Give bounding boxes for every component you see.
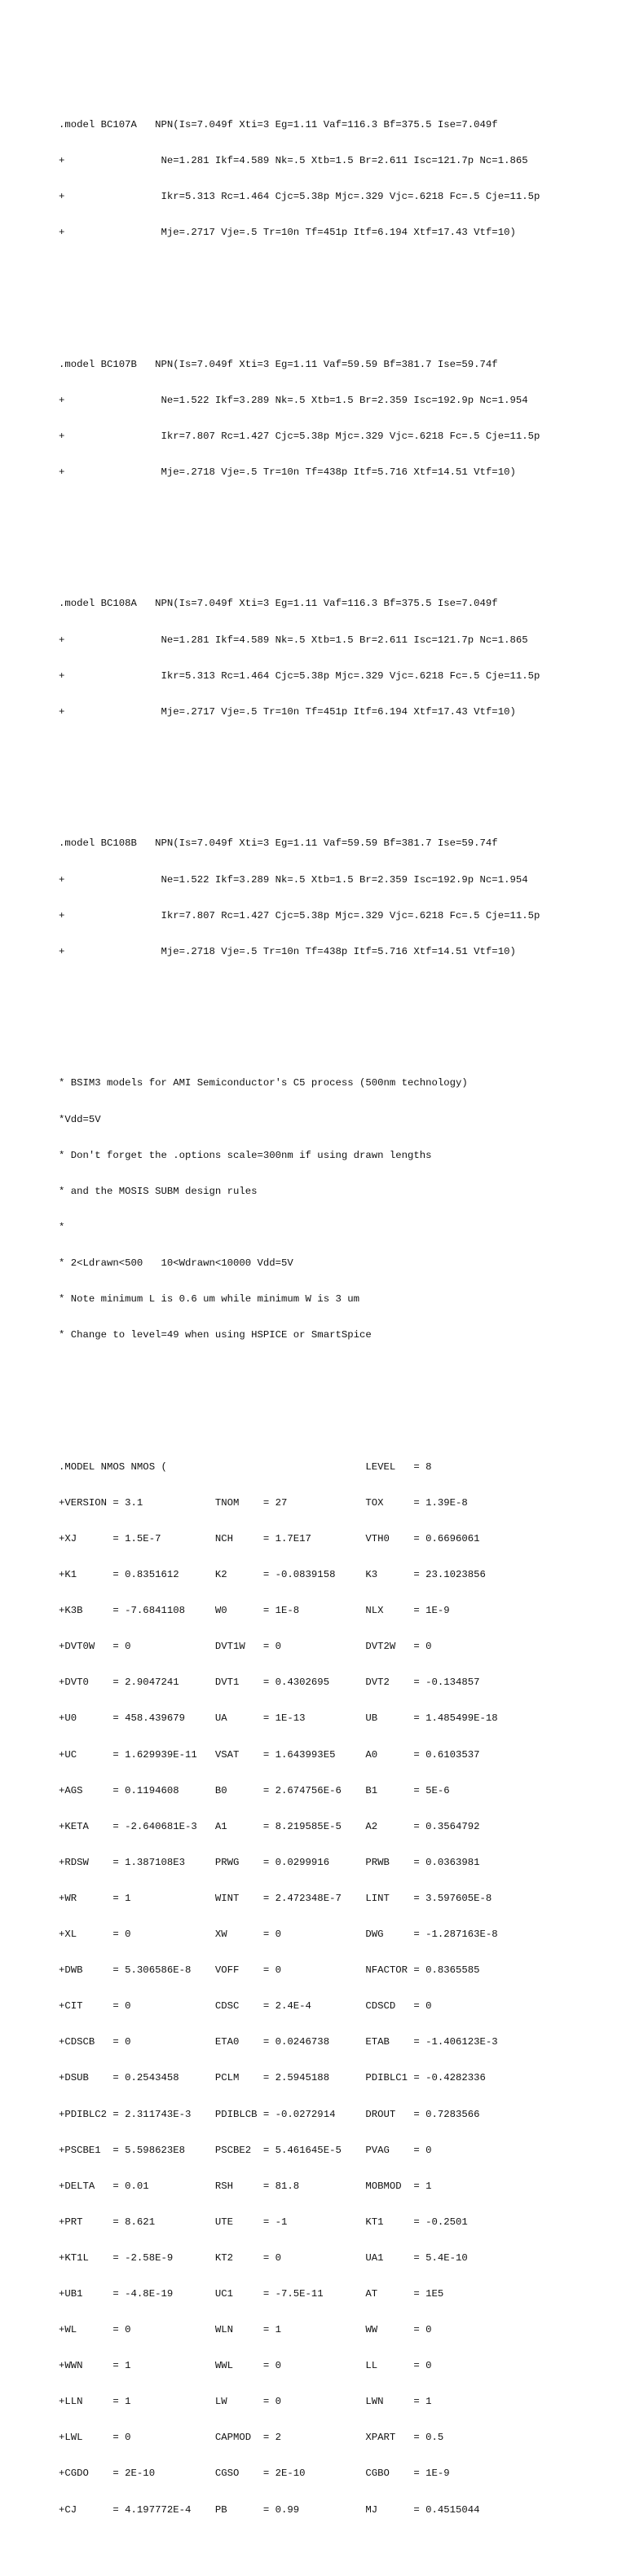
nmos-header-line: .MODEL NMOS NMOS ( LEVEL = 8 (59, 1460, 432, 1473)
model-line: .model BC107A NPN(Is=7.049f Xti=3 Eg=1.11 Vaf=116.3 Bf=375.5 Ise=7.049f (59, 118, 498, 130)
param-line: +U0 = 458.439679 UA = 1E-13 UB = 1.485499E-18 (59, 1712, 498, 1725)
param-line: +DVT0 = 2.9047241 DVT1 = 0.4302695 DVT2 = -0.134857 (59, 1677, 480, 1689)
param-line: +XJ = 1.5E-7 NCH = 1.7E17 VTH0 = 0.6696061 (59, 1533, 480, 1544)
param-line: +DELTA = 0.01 RSH = 81.8 MOBMOD = 1 (59, 2180, 432, 2192)
spice-listing (59, 59, 540, 2576)
param-line: +CDSCB = 0 ETA0 = 0.0246738 ETAB = -1.406123E-3 (59, 2036, 498, 2048)
model-line: + Mje=.2717 Vje=.5 Tr=10n Tf=451p Itf=6.194 Xtf=17.43 Vtf=10) (59, 226, 516, 238)
param-line: +UC = 1.629939E-11 VSAT = 1.643993E5 A0 = 0.6103537 (59, 1748, 480, 1761)
param-line: +K1 = 0.8351612 K2 = -0.0839158 K3 = 23.1023856 (59, 1569, 486, 1581)
comment-line: * (59, 1221, 65, 1233)
model-line: + Ne=1.522 Ikf=3.289 Nk=.5 Xtb=1.5 Br=2.359 Isc=192.9p Nc=1.954 (59, 394, 528, 406)
model-line: .model BC107B NPN(Is=7.049f Xti=3 Eg=1.11 Vaf=59.59 Bf=381.7 Ise=59.74f (59, 358, 498, 370)
comment-line: * and the MOSIS SUBM design rules (59, 1185, 258, 1197)
param-line: +CJ = 4.197772E-4 PB = 0.99 MJ = 0.4515044 (59, 2503, 480, 2516)
comment-line: *Vdd=5V (59, 1113, 101, 1125)
param-line: +WWN = 1 WWL = 0 LL = 0 (59, 2360, 432, 2372)
blank-line (59, 1390, 540, 1402)
model-block-bc107a (59, 95, 540, 263)
model-line: + Mje=.2718 Vje=.5 Tr=10n Tf=438p Itf=5.716 Xtf=14.51 Vtf=10) (59, 466, 516, 478)
model-line: + Mje=.2717 Vje=.5 Tr=10n Tf=451p Itf=6.194 Xtf=17.43 Vtf=10) (59, 705, 516, 718)
model-line: + Ne=1.522 Ikf=3.289 Nk=.5 Xtb=1.5 Br=2.359 Isc=192.9p Nc=1.954 (59, 873, 528, 886)
param-line: +DVT0W = 0 DVT1W = 0 DVT2W = 0 (59, 1641, 432, 1653)
comment-block (59, 1054, 540, 1365)
param-line: +DSUB = 0.2543458 PCLM = 2.5945188 PDIBLC1 = -0.4282336 (59, 2072, 486, 2084)
param-line: +KETA = -2.640681E-3 A1 = 8.219585E-5 A2 = 0.3564792 (59, 1820, 480, 1832)
blank-line (59, 766, 540, 778)
blank-line (59, 1005, 540, 1018)
param-line: +VERSION = 3.1 TNOM = 27 TOX = 1.39E-8 (59, 1496, 468, 1509)
model-block-bc107b (59, 334, 540, 502)
param-line: +CGDO = 2E-10 CGSO = 2E-10 CGBO = 1E-9 (59, 2468, 450, 2480)
model-line: + Ikr=5.313 Rc=1.464 Cjc=5.38p Mjc=.329 Vjc=.6218 Fc=.5 Cje=11.5p (59, 190, 540, 202)
nmos-model-block (59, 1437, 540, 2539)
param-line: +UB1 = -4.8E-19 UC1 = -7.5E-11 AT = 1E5 (59, 2287, 444, 2300)
comment-line: * Don't forget the .options scale=300nm if using drawn lengths (59, 1149, 432, 1161)
param-line: +XL = 0 XW = 0 DWG = -1.287163E-8 (59, 1929, 498, 1941)
model-line: .model BC108B NPN(Is=7.049f Xti=3 Eg=1.11 Vaf=59.59 Bf=381.7 Ise=59.74f (59, 837, 498, 850)
comment-line: * 2<Ldrawn<500 10<Wdrawn<10000 Vdd=5V (59, 1257, 293, 1269)
comment-line: * BSIM3 models for AMI Semiconductor's C5 process (500nm technology) (59, 1077, 468, 1089)
param-line: +LLN = 1 LW = 0 LWN = 1 (59, 2396, 432, 2408)
comment-line: * Note minimum L is 0.6 um while minimum W is 3 um (59, 1293, 359, 1306)
blank-line (59, 286, 540, 298)
param-line: +LWL = 0 CAPMOD = 2 XPART = 0.5 (59, 2432, 444, 2444)
param-line: +KT1L = -2.58E-9 KT2 = 0 UA1 = 5.4E-10 (59, 2251, 468, 2264)
comment-line: * Change to level=49 when using HSPICE or SmartSpice (59, 1329, 372, 1341)
model-line: + Ikr=7.807 Rc=1.427 Cjc=5.38p Mjc=.329 Vjc=.6218 Fc=.5 Cje=11.5p (59, 430, 540, 442)
param-line: +RDSW = 1.387108E3 PRWG = 0.0299916 PRWB = 0.0363981 (59, 1856, 480, 1868)
param-line: +PRT = 8.621 UTE = -1 KT1 = -0.2501 (59, 2216, 468, 2228)
model-line: + Ikr=7.807 Rc=1.427 Cjc=5.38p Mjc=.329 Vjc=.6218 Fc=.5 Cje=11.5p (59, 909, 540, 921)
model-block-bc108a (59, 574, 540, 742)
param-line: +K3B = -7.6841108 W0 = 1E-8 NLX = 1E-9 (59, 1605, 450, 1617)
model-line: + Ikr=5.313 Rc=1.464 Cjc=5.38p Mjc=.329 Vjc=.6218 Fc=.5 Cje=11.5p (59, 669, 540, 682)
param-line: +AGS = 0.1194608 B0 = 2.674756E-6 B1 = 5E-6 (59, 1784, 450, 1796)
param-line: +PDIBLC2 = 2.311743E-3 PDIBLCB = -0.0272914 DROUT = 0.7283566 (59, 2108, 480, 2120)
param-line: +WL = 0 WLN = 1 WW = 0 (59, 2324, 432, 2336)
param-line: +WR = 1 WINT = 2.472348E-7 LINT = 3.597605E-8 (59, 1892, 492, 1904)
param-line: +DWB = 5.306586E-8 VOFF = 0 NFACTOR = 0.8365585 (59, 1964, 480, 1977)
param-line: +CIT = 0 CDSC = 2.4E-4 CDSCD = 0 (59, 2000, 432, 2013)
model-line: .model BC108A NPN(Is=7.049f Xti=3 Eg=1.11 Vaf=116.3 Bf=375.5 Ise=7.049f (59, 598, 498, 610)
param-line: +PSCBE1 = 5.598623E8 PSCBE2 = 5.461645E-5 PVAG = 0 (59, 2144, 432, 2156)
model-line: + Ne=1.281 Ikf=4.589 Nk=.5 Xtb=1.5 Br=2.611 Isc=121.7p Nc=1.865 (59, 634, 528, 646)
model-line: + Ne=1.281 Ikf=4.589 Nk=.5 Xtb=1.5 Br=2.611 Isc=121.7p Nc=1.865 (59, 154, 528, 166)
blank-line (59, 526, 540, 538)
model-line: + Mje=.2718 Vje=.5 Tr=10n Tf=438p Itf=5.716 Xtf=14.51 Vtf=10) (59, 945, 516, 957)
model-block-bc108b (59, 814, 540, 982)
